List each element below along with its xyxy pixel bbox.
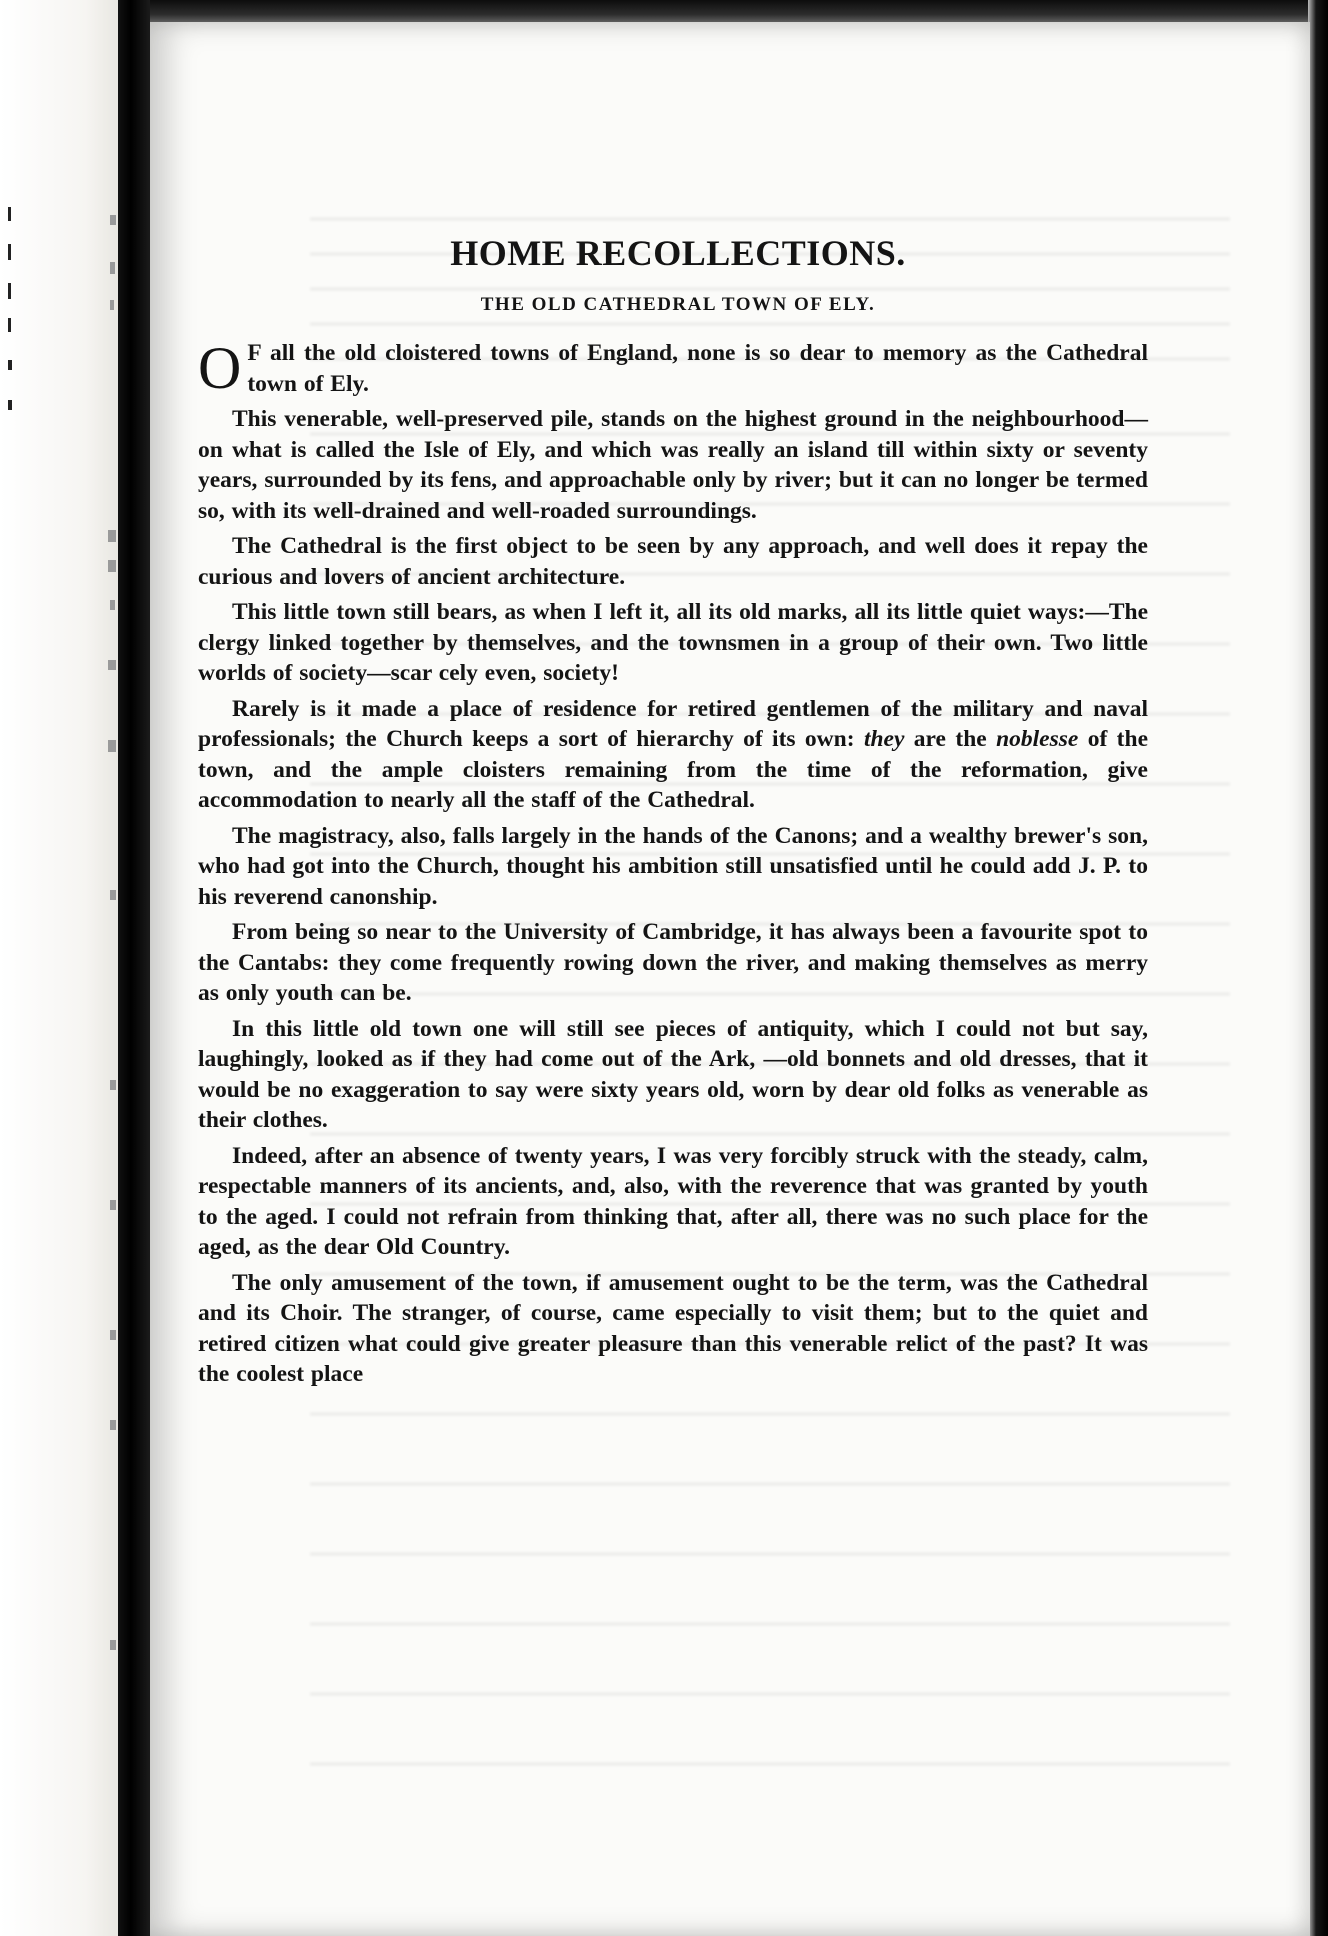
adjacent-page-marks [0, 0, 122, 1936]
drop-cap: O [198, 335, 242, 401]
paragraph-text: Rarely is it made a place of residence for retired gentlemen of the military and naval professionals; the Church keeps a sort of hierarchy of its own: [198, 695, 1148, 752]
book-page [150, 22, 1310, 1936]
paragraph-5 [198, 694, 1148, 816]
paragraph-6: The magistracy, also, falls largely in the hands of the Canons; and a wealthy brewer's son, who had got into the Church, thought his ambition still unsatisfied until he could add J. P. to his reverend canonship. [198, 822, 1148, 910]
paragraph-1 [198, 335, 1148, 401]
paragraph-text: are the [904, 726, 997, 752]
adjacent-page-edge [0, 0, 122, 1936]
paragraph-10: The only amusement of the town, if amusement ought to be the term, was the Cathedral and its Choir. The stranger, of course, came especially to visit them; but to the quiet and retired citizen what could give greater pleasure than this venerable relict of the past? It was the coolest place [198, 1269, 1148, 1387]
paragraph-7: From being so near to the University of Cambridge, it has always been a favourite spot to the Cantabs: they come frequently rowing down the river, and making themselves as merry as only youth can be. [198, 919, 1148, 1006]
paragraph-text: F all the old cloistered towns of England, none is so dear to memory as the Cathedral town of Ely. [247, 340, 1148, 397]
paragraph-2: This venerable, well-preserved pile, stands on the highest ground in the neighbourhood—on what is called the Isle of Ely, and which was really an island till within sixty or seventy years, surrounded by its fens, and approachable only by river; but it can no longer be termed so, with its well-drained and well-roaded surroundings. [198, 406, 1148, 524]
paragraph-9: Indeed, after an absence of twenty years, I was very forcibly struck with the steady, calm, respectable manners of its ancients, and, also, with the reverence that was granted by youth to the aged. I could not refrain from thinking that, after all, there was no such place for the aged, as the dear Old Country. [198, 1142, 1148, 1260]
italic-word: they [863, 726, 905, 752]
scan-top-border [150, 0, 1310, 24]
paragraph-3: The Cathedral is the first object to be seen by any approach, and well does it repay the curious and lovers of ancient architecture. [198, 533, 1148, 590]
scan-right-border [1308, 0, 1328, 1936]
italic-word: noblesse [996, 726, 1079, 752]
page-title: HOME RECOLLECTIONS. [450, 233, 906, 273]
book-spine-gutter [118, 0, 150, 1936]
paragraph-text: of the town, and the ample cloisters remaining from the time of the reformation, give accommodation to nearly all the staff of the Cathedral. [198, 726, 1148, 813]
paragraph-4: This little town still bears, as when I left it, all its old marks, all its little quiet ways:—The clergy linked together by themselves, and the townsmen in a group of their own. Two little worlds of society—scar cely even, society! [198, 599, 1148, 686]
page-subtitle: THE OLD CATHEDRAL TOWN OF ELY. [480, 294, 876, 315]
page-content [198, 232, 1148, 1395]
paragraph-8: In this little old town one will still see pieces of antiquity, which I could not but say, laughingly, looked as if they had come out of the Ark, —old bonnets and old dresses, that it would be no exaggeration to say were sixty years old, worn by dear old folks as venerable as their clothes. [198, 1015, 1148, 1133]
